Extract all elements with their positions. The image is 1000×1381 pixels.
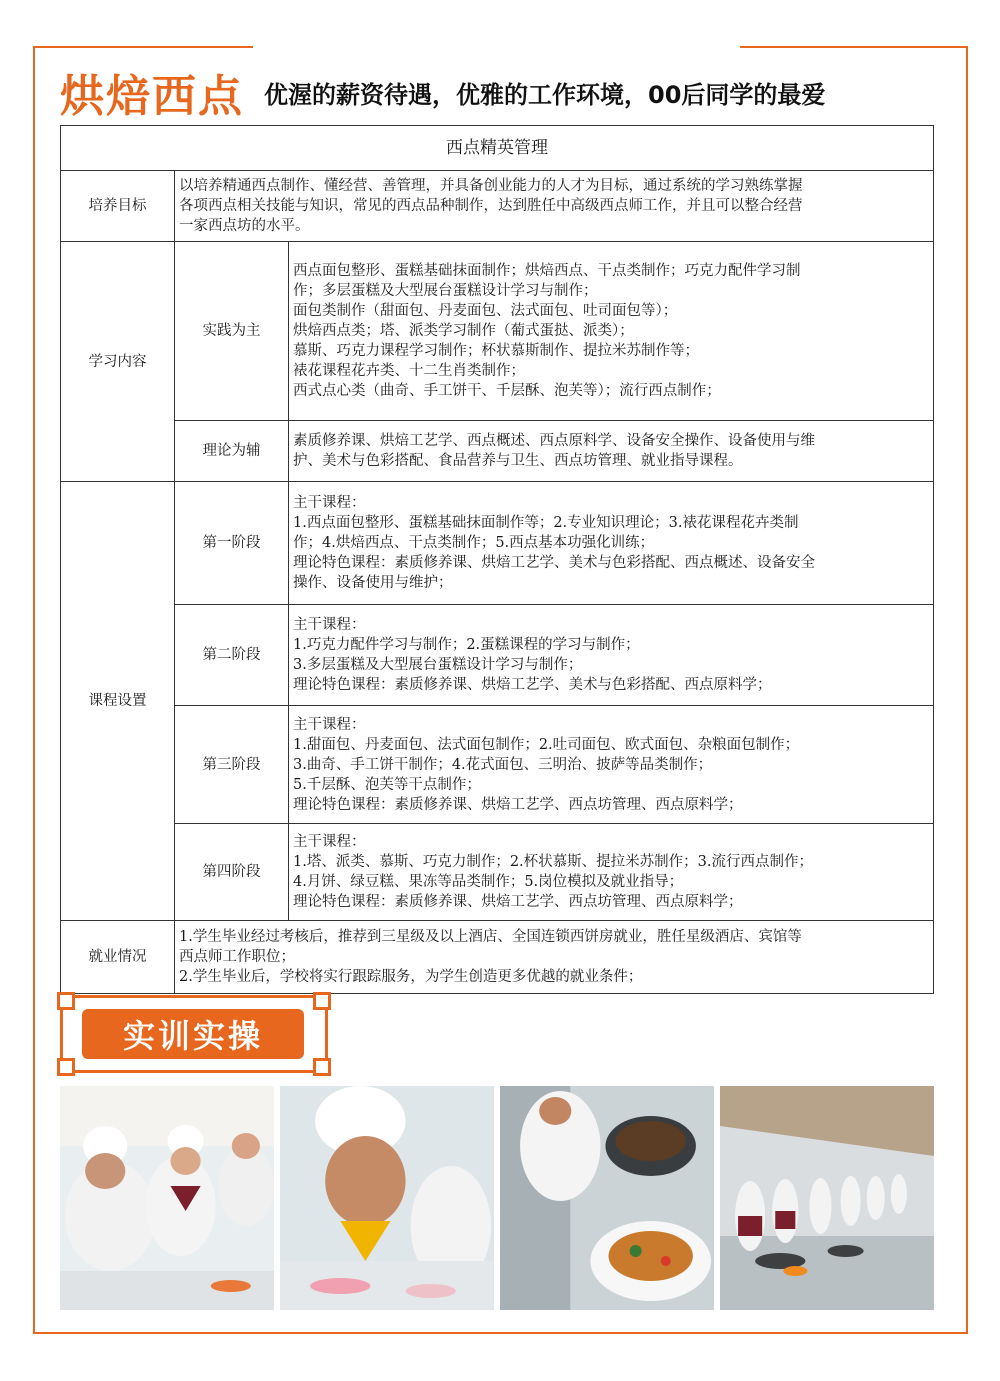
stage-4-label: 第四阶段 bbox=[175, 824, 289, 921]
stage-line: 主干课程： bbox=[293, 716, 366, 733]
stage-line: 1.甜面包、丹麦面包、法式面包制作；2.吐司面包、欧式面包、杂粮面包制作； bbox=[293, 736, 800, 753]
practice-content bbox=[289, 242, 934, 421]
frame-right-line bbox=[966, 46, 968, 1334]
page-title: 烘焙西点 bbox=[60, 71, 244, 122]
curriculum-label: 课程设置 bbox=[61, 482, 175, 921]
study-content-label: 学习内容 bbox=[61, 242, 175, 482]
stage-line: 1.巧克力配件学习与制作；2.蛋糕课程的学习与制作； bbox=[293, 637, 640, 653]
employment-content bbox=[175, 921, 934, 994]
banner-label-box bbox=[82, 1009, 304, 1059]
banner-label: 实训实操 bbox=[122, 1017, 263, 1055]
training-goal-label: 培养目标 bbox=[61, 171, 175, 242]
page-heading bbox=[60, 62, 825, 122]
banner-corner-ornament bbox=[57, 992, 75, 1010]
photo-chefs-cutting bbox=[60, 1086, 274, 1310]
frame-top-right-line bbox=[740, 46, 968, 48]
employment-line: 西点师工作职位； bbox=[179, 949, 295, 965]
photo-strip bbox=[60, 1086, 934, 1310]
training-goal-line: 一家西点坊的水平。 bbox=[179, 218, 310, 234]
stage-line: 理论特色课程：素质修养课、烘焙工艺学、美术与色彩搭配、西点原料学； bbox=[293, 677, 772, 693]
employment-line: 1.学生毕业经过考核后，推荐到三星级及以上酒店、全国连锁西饼房就业，胜任星级酒店、宾馆等 bbox=[179, 929, 802, 945]
frame-left-line bbox=[33, 46, 35, 1334]
practice-banner bbox=[60, 995, 328, 1073]
stage-3-content bbox=[289, 706, 934, 824]
banner-corner-ornament bbox=[313, 992, 331, 1010]
stage-1-content bbox=[289, 482, 934, 605]
practice-line: 面包类制作（甜面包、丹麦面包、法式面包、吐司面包等）； bbox=[293, 303, 678, 319]
page-subtitle: 优渥的薪资待遇，优雅的工作环境，00后同学的最爱 bbox=[264, 80, 826, 109]
stage-1-label: 第一阶段 bbox=[175, 482, 289, 605]
stage-line: 主干课程： bbox=[293, 495, 366, 511]
theory-content bbox=[289, 421, 934, 482]
stage-line: 3.曲奇、手工饼干制作；4.花式面包、三明治、披萨等品类制作； bbox=[293, 756, 713, 773]
theory-line: 护、美术与色彩搭配、食品营养与卫生、西点坊管理、就业指导课程。 bbox=[293, 453, 743, 469]
practice-line: 作；多层蛋糕及大型展台蛋糕设计学习与制作； bbox=[293, 283, 598, 299]
course-table bbox=[60, 125, 934, 994]
employment-label: 就业情况 bbox=[61, 921, 175, 994]
stage-line: 5.千层酥、泡芙等干点制作； bbox=[293, 776, 481, 793]
training-goal-line: 以培养精通西点制作、懂经营、善管理，并具备创业能力的人才为目标，通过系统的学习熟练掌握 bbox=[179, 178, 803, 194]
training-goal-line: 各项西点相关技能与知识，常见的西点品种制作，达到胜任中高级西点师工作，并且可以整合经营 bbox=[179, 198, 803, 214]
table-heading: 西点精英管理 bbox=[61, 126, 934, 171]
photo-chef-sugarcraft bbox=[280, 1086, 494, 1310]
stage-line: 3.多层蛋糕及大型展台蛋糕设计学习与制作； bbox=[293, 657, 583, 673]
practice-line: 西点面包整形、蛋糕基础抹面制作；烘焙西点、干点类制作；巧克力配件学习制 bbox=[293, 263, 801, 279]
stage-2-content bbox=[289, 605, 934, 706]
stage-line: 主干课程： bbox=[293, 617, 366, 633]
training-goal-content bbox=[175, 171, 934, 242]
photo-chef-wok bbox=[500, 1086, 714, 1310]
stage-line: 1.西点面包整形、蛋糕基础抹面制作等；2.专业知识理论；3.裱花课程花卉类制 bbox=[293, 515, 799, 531]
stage-line: 主干课程： bbox=[293, 834, 366, 850]
practice-line: 裱花课程花卉类、十二生肖类制作； bbox=[293, 363, 525, 379]
practice-line: 烘焙西点类；塔、派类学习制作（葡式蛋挞、派类）； bbox=[293, 323, 634, 339]
practice-line: 西式点心类（曲奇、手工饼干、千层酥、泡芙等）；流行西点制作； bbox=[293, 383, 721, 399]
employment-line: 2.学生毕业后，学校将实行跟踪服务，为学生创造更多优越的就业条件； bbox=[179, 969, 643, 985]
frame-top-left-line bbox=[33, 46, 253, 48]
stage-line: 理论特色课程：素质修养课、烘焙工艺学、美术与色彩搭配、西点概述、设备安全 bbox=[293, 555, 815, 571]
stage-line: 1.塔、派类、慕斯、巧克力制作；2.杯状慕斯、提拉米苏制作；3.流行西点制作； bbox=[293, 854, 814, 870]
theory-line: 素质修养课、烘焙工艺学、西点概述、西点原料学、设备安全操作、设备使用与维 bbox=[293, 433, 815, 449]
stage-line: 操作、设备使用与维护； bbox=[293, 575, 453, 591]
stage-line: 理论特色课程：素质修养课、烘焙工艺学、西点坊管理、西点原料学； bbox=[293, 796, 743, 813]
theory-label: 理论为辅 bbox=[175, 421, 289, 482]
stage-4-content bbox=[289, 824, 934, 921]
stage-line: 4.月饼、绿豆糕、果冻等品类制作；5.岗位模拟及就业指导； bbox=[293, 874, 684, 890]
stage-2-label: 第二阶段 bbox=[175, 605, 289, 706]
practice-line: 慕斯、巧克力课程学习制作；杯状慕斯制作、提拉米苏制作等； bbox=[293, 343, 699, 359]
stage-3-label: 第三阶段 bbox=[175, 706, 289, 824]
frame-bottom-line bbox=[33, 1332, 968, 1334]
stage-line: 理论特色课程：素质修养课、烘焙工艺学、西点坊管理、西点原料学； bbox=[293, 894, 743, 910]
stage-line: 作；4.烘焙西点、干点类制作；5.西点基本功强化训练； bbox=[293, 535, 655, 551]
practice-label: 实践为主 bbox=[175, 242, 289, 421]
banner-corner-ornament bbox=[313, 1058, 331, 1076]
banner-corner-ornament bbox=[57, 1058, 75, 1076]
photo-kitchen-line bbox=[720, 1086, 934, 1310]
